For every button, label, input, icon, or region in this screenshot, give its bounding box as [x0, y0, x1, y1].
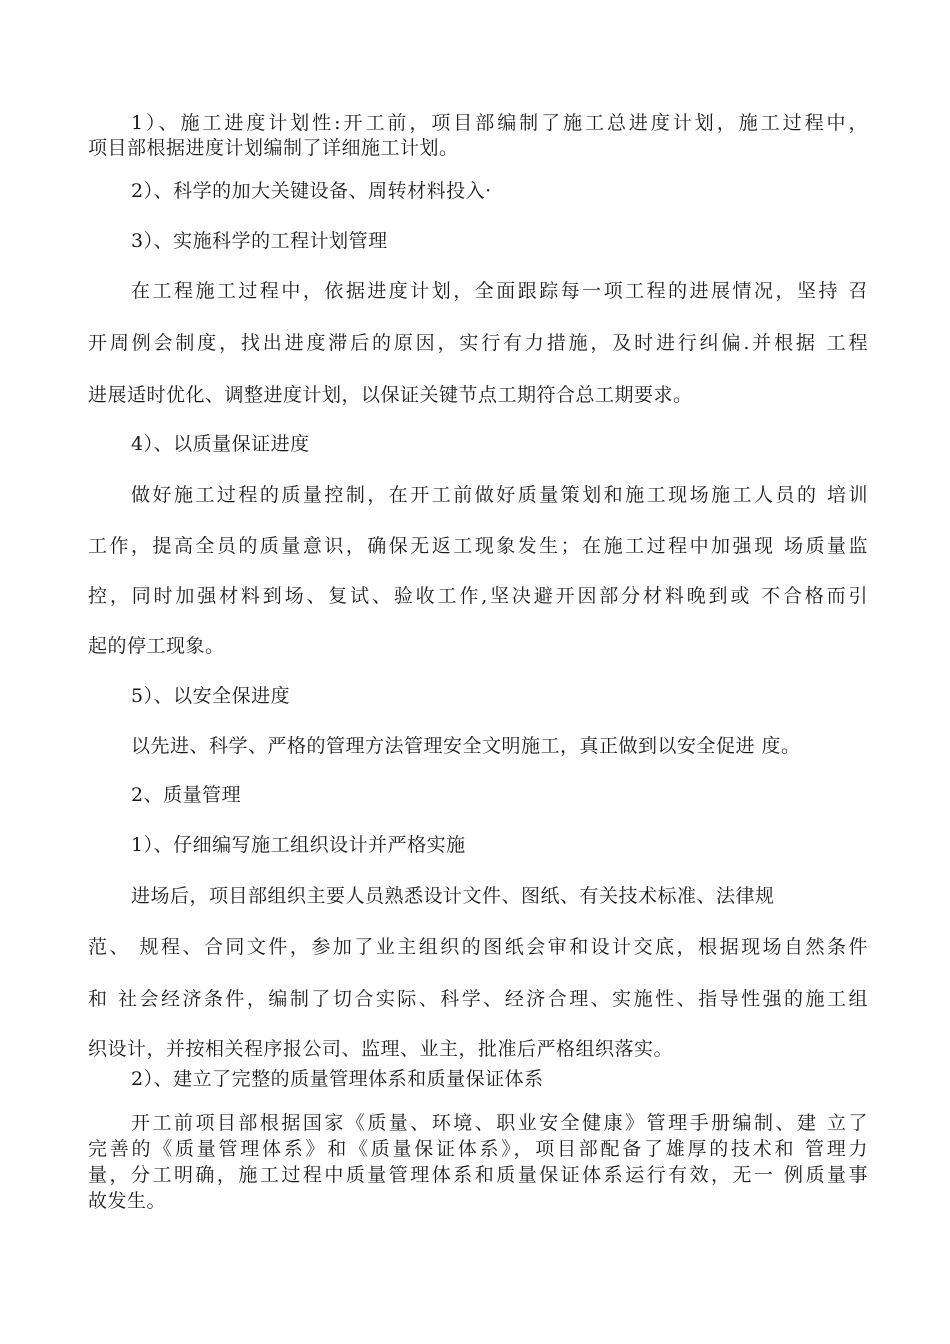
text-line: 量，分工明确，施工过程中质量管理体系和质量保证体系运行有效，无一 例质量事 — [88, 1164, 868, 1186]
text-line: 2、质量管理 — [131, 784, 242, 806]
text-line: 和 社会经济条件，编制了切合实际、科学、经济合理、实施性、指导性强的施工组 — [88, 988, 868, 1010]
text-line: 范、 规程、合同文件，参加了业主组织的图纸会审和设计交底，根据现场自然条件 — [88, 936, 868, 958]
text-line: 在工程施工过程中，依据进度计划，全面跟踪每一项工程的进展情况，坚持 召 — [131, 280, 868, 302]
text-line: 开周例会制度，找出进度滞后的原因，实行有力措施，及时进行纠偏.并根据 工程 — [88, 332, 868, 354]
text-line: 控，同时加强材料到场、复试、验收工作,坚决避开因部分材料晚到或 不合格而引 — [88, 585, 868, 607]
text-line: 工作，提高全员的质量意识，确保无返工现象发生；在施工过程中加强现 场质量监 — [88, 535, 868, 557]
text-line: 做好施工过程的质量控制，在开工前做好质量策划和施工现场施工人员的 培训 — [131, 484, 868, 506]
text-line: 1）、仔细编写施工组织设计并严格实施 — [131, 834, 466, 856]
text-line: 进展适时优化、调整进度计划，以保证关键节点工期符合总工期要求。 — [88, 384, 693, 406]
text-line: 4）、以质量保证进度 — [131, 433, 310, 455]
text-line: 项目部根据进度计划编制了详细施工计划。 — [88, 137, 459, 159]
text-line: 2）、建立了完整的质量管理体系和质量保证体系 — [131, 1068, 544, 1090]
text-line: 起的停工现象。 — [88, 635, 225, 657]
text-line: 织设计，并按相关程序报公司、监理、业主，批准后严格组织落实。 — [88, 1038, 674, 1060]
text-line: 1）、施工进度计划性:开工前，项目部编制了施工总进度计划，施工过程中， — [131, 112, 868, 134]
text-line: 3）、实施科学的工程计划管理 — [131, 230, 388, 252]
text-line: 故发生。 — [88, 1190, 167, 1212]
text-line: 进场后，项目部组织主要人员熟悉设计文件、图纸、有关技术标准、法律规 — [131, 885, 775, 907]
text-line: 开工前项目部根据国家《质量、环境、职业安全健康》管理手册编制、建 立了 — [131, 1112, 868, 1134]
text-line: 以先进、科学、严格的管理方法管理安全文明施工，真正做到以安全促进 度。 — [131, 735, 801, 757]
text-line: 5）、以安全保进度 — [131, 685, 291, 707]
text-line: 2）、科学的加大关键设备、周转材料投入· — [131, 180, 492, 202]
text-line: 完善的《质量管理体系》和《质量保证体系》，项目部配备了雄厚的技术和 管理力 — [88, 1138, 868, 1160]
